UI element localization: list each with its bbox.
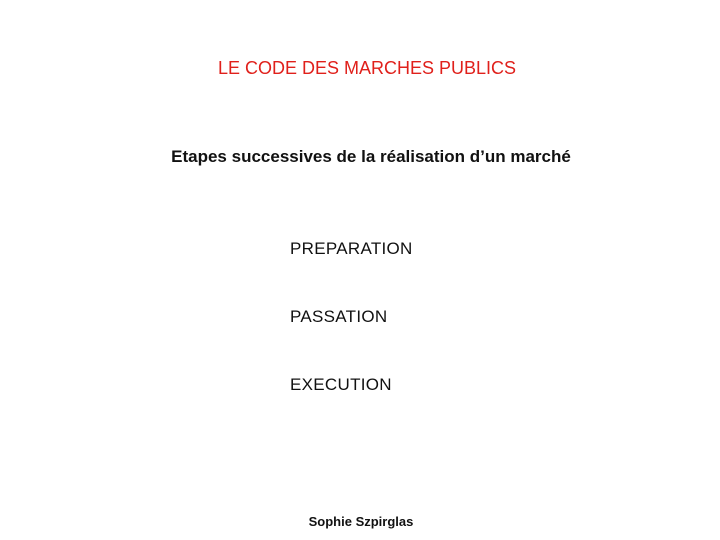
steps-list [290,238,413,442]
step-preparation: PREPARATION [290,239,413,258]
step-passation: PASSATION [290,307,388,326]
slide-subtitle: Etapes successives de la réalisation d’un marché [171,147,571,166]
author-footer: Sophie Szpirglas [308,514,414,529]
slide-title: LE CODE DES MARCHES PUBLICS [217,58,517,78]
step-execution: EXECUTION [290,375,392,394]
